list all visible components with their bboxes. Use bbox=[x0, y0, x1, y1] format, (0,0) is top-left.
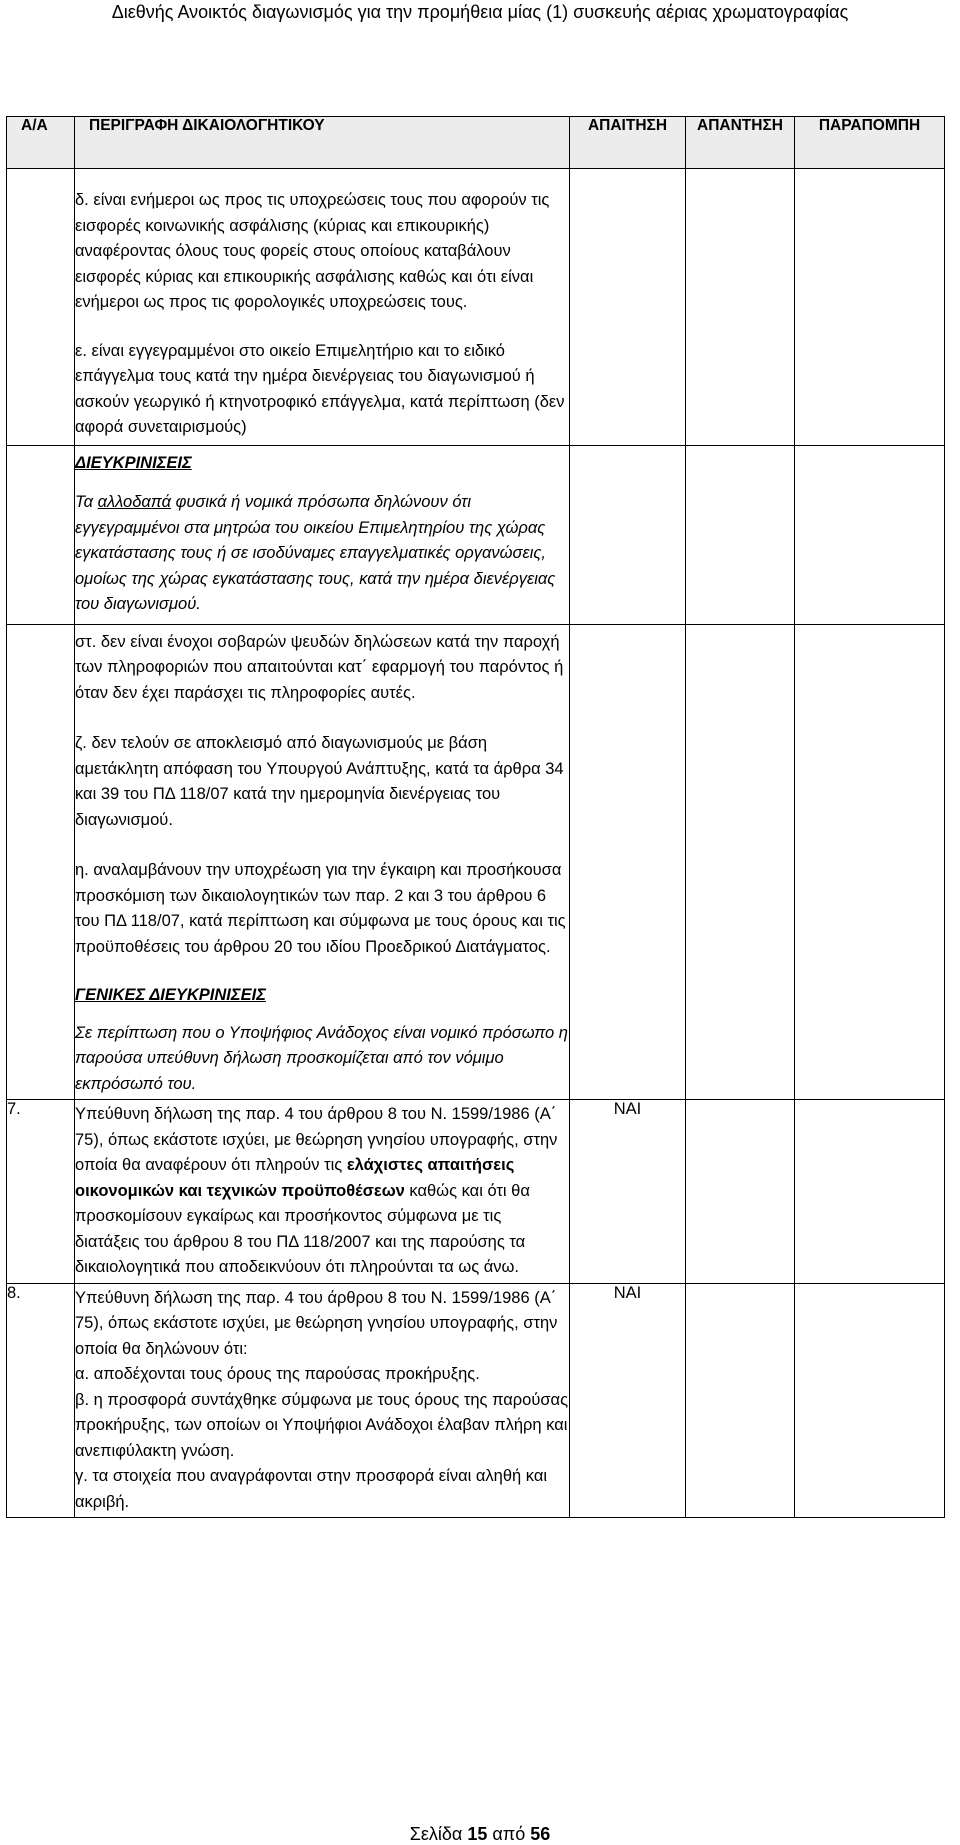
page-number: 15 bbox=[467, 1824, 488, 1844]
table-header-row bbox=[7, 117, 945, 169]
clause-e: ε. είναι εγγεγραμμένοι στο οικείο Επιμελητήριο και το ειδικό επάγγελμα τους κατά την ημέρα διενέργειας του διαγωνισμού ή ασκούν γεωργικό ή κτηνοτροφικό επάγγελμα, κατά περίπτωση (δεν αφορά συνεταιρισμούς) bbox=[75, 341, 565, 436]
general-clarifications-heading: ΓΕΝΙΚΕΣ ΔΙΕΥΚΡΙΝΙΣΕΙΣ bbox=[75, 986, 266, 1004]
answer-cell bbox=[686, 1100, 795, 1284]
reference-cell bbox=[795, 1283, 945, 1518]
item-7-text: Υπεύθυνη δήλωση της παρ. 4 του άρθρου 8 του Ν. 1599/1986 (Α΄ 75), όπως εκάστοτε ισχύει, με θεώρηση γνησίου υπογραφής, στην οποία θα αναφέρουν ότι πληρούν τις ελάχιστες απαιτήσεις οικονομικών και τεχνικών προϋποθέσεων καθώς και ότι θα προσκομίσουν εγκαίρως και προσήκοντος σύμφωνα με τις διατάξεις του άρθρου 8 του ΠΔ 118/2007 και της παρούσης τα δικαιολογητικά που αποδεικνύουν ότι πληρούνται τα ως άνω. bbox=[75, 1105, 558, 1276]
requirement-value: ΝΑΙ bbox=[570, 1283, 686, 1518]
page-footer bbox=[0, 1823, 960, 1845]
reference-cell bbox=[795, 1100, 945, 1284]
description-cell bbox=[75, 169, 570, 446]
page-total: 56 bbox=[530, 1824, 551, 1844]
table-row bbox=[7, 1100, 945, 1284]
description-cell bbox=[75, 1100, 570, 1284]
table-row bbox=[7, 445, 945, 624]
clause-st: στ. δεν είναι ένοχοι σοβαρών ψευδών δηλώσεων κατά την παροχή των πληροφοριών που απαιτούνται κατ΄ εφαρμογή του παρόντος ή όταν δεν έχει παράσχει τις πληροφορίες αυτές. bbox=[75, 632, 564, 702]
clarifications-heading: ΔΙΕΥΚΡΙΝΙΣΕΙΣ bbox=[75, 453, 192, 472]
table-row bbox=[7, 169, 945, 446]
description-cell bbox=[75, 445, 570, 624]
clause-z: ζ. δεν τελούν σε αποκλεισμό από διαγωνισμούς με βάση αμετάκλητη απόφαση του Υπουργού Ανάπτυξης, κατά τα άρθρα 34 και 39 του ΠΔ 118/07 κατά την ημερομηνία διενέργειας του διαγωνισμού. bbox=[75, 734, 564, 829]
item-8-a: α. αποδέχονται τους όρους της παρούσας προκήρυξης. bbox=[75, 1365, 480, 1383]
requirement-value: ΝΑΙ bbox=[570, 1100, 686, 1284]
item-8-b: β. η προσφορά συντάχθηκε σύμφωνα με τους όρους της παρούσας προκήρυξης, των οποίων οι Υποψήφιοι Ανάδοχοι έλαβαν πλήρη και ανεπιφύλακτη γνώση. bbox=[75, 1390, 569, 1460]
column-header-answer: ΑΠΑΝΤΗΣΗ bbox=[686, 117, 795, 169]
table-row bbox=[7, 624, 945, 1100]
document-header-title: Διεθνής Ανοικτός διαγωνισμός για την προμήθεια μίας (1) συσκευής αέριας χρωματογραφίας bbox=[111, 2, 849, 22]
item-8-intro: Υπεύθυνη δήλωση της παρ. 4 του άρθρου 8 του Ν. 1599/1986 (Α΄ 75), όπως εκάστοτε ισχύει, με θεώρηση γνησίου υπογραφής, στην οποία θα δηλώνουν ότι: bbox=[75, 1288, 558, 1358]
table-row bbox=[7, 1283, 945, 1518]
row-number: 8. bbox=[7, 1283, 75, 1518]
page-of-label: από bbox=[492, 1824, 526, 1844]
page-label: Σελίδα bbox=[409, 1824, 463, 1844]
general-clarifications-note: Σε περίπτωση που ο Υποψήφιος Ανάδοχος είναι νομικό πρόσωπο η παρούσα υπεύθυνη δήλωση προσκομίζεται από τον νόμιμο εκπρόσωπό του. bbox=[75, 1023, 568, 1093]
column-header-aa: Α/Α bbox=[7, 117, 75, 169]
requirements-table bbox=[6, 116, 945, 1518]
clause-h: η. αναλαμβάνουν την υποχρέωση για την έγκαιρη και προσήκουσα προσκόμιση των δικαιολογητικών των παρ. 2 και 3 του άρθρου 6 του ΠΔ 118/07, κατά περίπτωση και σύμφωνα με τους όρους και τις προϋποθέσεις του άρθρου 20 του ιδίου Προεδρικού Διατάγματος. bbox=[75, 861, 566, 956]
description-cell bbox=[75, 624, 570, 1100]
column-header-reference: ΠΑΡΑΠΟΜΠΗ bbox=[795, 117, 945, 169]
description-cell bbox=[75, 1283, 570, 1518]
item-8-c: γ. τα στοιχεία που αναγράφονται στην προσφορά είναι αληθή και ακριβή. bbox=[75, 1467, 548, 1511]
clause-d: δ. είναι ενήμεροι ως προς τις υποχρεώσεις τους που αφορούν τις εισφορές κοινωνικής ασφάλισης (κύριας και επικουρικής) αναφέροντας όλους τους φορείς στους οποίους καταβάλουν εισφορές κύριας και επικουρικής ασφάλισης καθώς και ότι είναι ενήμεροι ως προς τις φορολογικές υποχρεώσεις τους. bbox=[75, 191, 550, 311]
row-number: 7. bbox=[7, 1100, 75, 1284]
answer-cell bbox=[686, 1283, 795, 1518]
column-header-description: ΠΕΡΙΓΡΑΦΗ ΔΙΚΑΙΟΛΟΓΗΤΙΚΟΥ bbox=[75, 117, 570, 169]
clarifications-note: Τα αλλοδαπά φυσικά ή νομικά πρόσωπα δηλώνουν ότι εγγεγραμμένοι στα μητρώα του οικείου Επιμελητηρίου της χώρας εγκατάστασης τους ή σε ισοδύναμες επαγγελματικές οργανώσεις, ομοίως της χώρας εγκατάστασης τους, κατά την ημέρα διενέργειας του διαγωνισμού. bbox=[75, 493, 556, 613]
column-header-requirement: ΑΠΑΙΤΗΣΗ bbox=[570, 117, 686, 169]
